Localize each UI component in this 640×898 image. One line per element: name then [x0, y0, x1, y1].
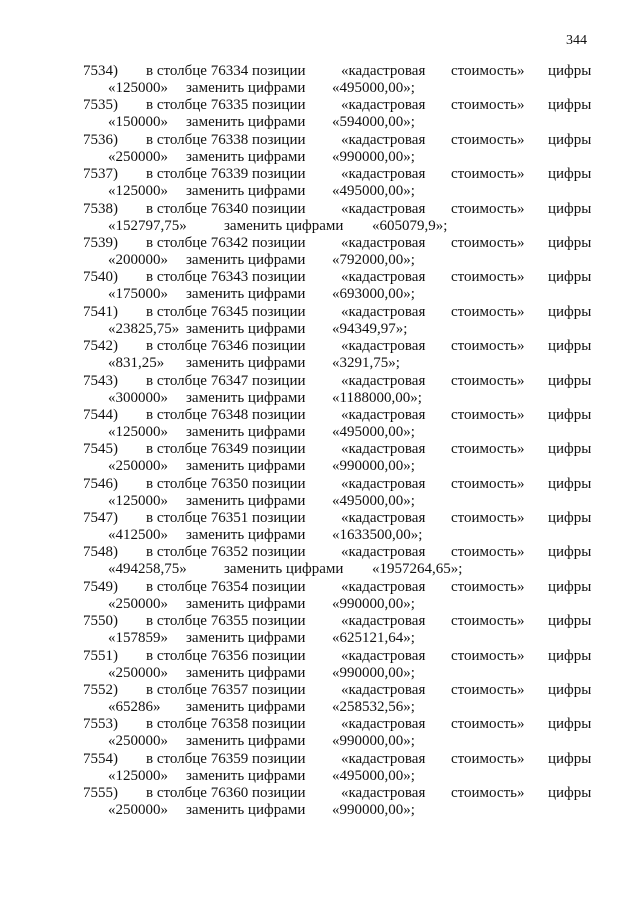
entry-replace-text: заменить цифрами	[186, 802, 306, 819]
entry-replace-text: заменить цифрами	[186, 458, 306, 475]
entry-field-stoim: стоимость»	[451, 63, 525, 79]
entry-new-value: «495000,00»;	[332, 423, 415, 440]
entry-field-tsifry: цифры	[548, 682, 592, 699]
entry-field-tsifry: цифры	[548, 578, 592, 595]
entry-line-2	[0, 390, 640, 407]
entry-field-kadastr: «кадастровая	[341, 372, 426, 389]
entry-instruction: в столбце 76340 позиции	[146, 200, 306, 217]
entry-old-value: «494258,75»	[108, 561, 187, 578]
entry-field-stoim: стоимость»	[451, 785, 525, 802]
entry-number: 7534)	[83, 63, 118, 79]
entry-field-kadastr: «кадастровая	[341, 578, 426, 595]
entry-field-stoim: стоимость»	[451, 269, 525, 286]
entry-new-value: «990000,00»;	[332, 148, 415, 165]
entry-new-value: «1188000,00»;	[332, 389, 422, 406]
entry-line-2	[0, 183, 640, 200]
entry-instruction: в столбце 76355 позиции	[146, 613, 306, 630]
entry-field-kadastr: «кадастровая	[341, 234, 426, 251]
entry-field-kadastr: «кадастровая	[341, 510, 426, 527]
entry-number: 7554)	[83, 750, 118, 767]
entry-line-1	[0, 476, 640, 493]
entry-field-kadastr: «кадастровая	[341, 716, 426, 733]
entry-old-value: «175000»	[108, 286, 168, 303]
entry-instruction: в столбце 76346 позиции	[146, 338, 306, 355]
entry-line-2	[0, 149, 640, 166]
entry-old-value: «250000»	[108, 458, 168, 475]
entry-field-tsifry: цифры	[548, 544, 592, 561]
entry-line-1	[0, 441, 640, 458]
entry-new-value: «1633500,00»;	[332, 527, 423, 544]
entry-number: 7548)	[83, 544, 118, 561]
entry-replace-text: заменить цифрами	[186, 183, 306, 200]
entry-line-1	[0, 269, 640, 286]
entry-new-value: «3291,75»;	[332, 355, 400, 372]
entry-field-kadastr: «кадастровая	[341, 63, 426, 79]
entry-field-tsifry: цифры	[548, 269, 592, 286]
entry-old-value: «125000»	[108, 423, 168, 440]
entry-line-1	[0, 201, 640, 218]
entry-replace-text: заменить цифрами	[186, 80, 306, 96]
entry-new-value: «594000,00»;	[332, 114, 415, 131]
entry-instruction: в столбце 76351 позиции	[146, 510, 306, 527]
entry-field-tsifry: цифры	[548, 166, 592, 183]
entry-field-stoim: стоимость»	[451, 338, 525, 355]
entry-number: 7536)	[83, 131, 118, 148]
entry-field-stoim: стоимость»	[451, 682, 525, 699]
entry-field-kadastr: «кадастровая	[341, 269, 426, 286]
entry-field-stoim: стоимость»	[451, 97, 525, 114]
list-item	[0, 544, 640, 578]
entry-instruction: в столбце 76350 позиции	[146, 475, 306, 492]
entry-new-value: «990000,00»;	[332, 802, 415, 819]
entry-field-tsifry: цифры	[548, 372, 592, 389]
entry-replace-text: заменить цифрами	[186, 767, 306, 784]
entry-replace-text: заменить цифрами	[186, 699, 306, 716]
entry-new-value: «495000,00»;	[332, 492, 415, 509]
entry-field-kadastr: «кадастровая	[341, 303, 426, 320]
entry-number: 7535)	[83, 97, 118, 114]
list-item	[0, 373, 640, 407]
page-number: 344	[566, 33, 587, 48]
entry-new-value: «990000,00»;	[332, 595, 415, 612]
entry-line-2	[0, 355, 640, 372]
entry-field-stoim: стоимость»	[451, 166, 525, 183]
entry-old-value: «200000»	[108, 251, 168, 268]
entry-line-2	[0, 699, 640, 716]
entry-field-tsifry: цифры	[548, 441, 592, 458]
entry-number: 7538)	[83, 200, 118, 217]
entry-old-value: «250000»	[108, 148, 168, 165]
entry-field-tsifry: цифры	[548, 303, 592, 320]
entry-line-1	[0, 166, 640, 183]
entry-line-1	[0, 97, 640, 114]
entry-new-value: «258532,56»;	[332, 699, 415, 716]
entry-new-value: «990000,00»;	[332, 458, 415, 475]
entry-field-stoim: стоимость»	[451, 475, 525, 492]
entry-instruction: в столбце 76345 позиции	[146, 303, 306, 320]
entry-old-value: «300000»	[108, 389, 168, 406]
entry-new-value: «605079,9»;	[372, 217, 448, 234]
entry-line-2	[0, 665, 640, 682]
entry-number: 7537)	[83, 166, 118, 183]
list-item	[0, 579, 640, 613]
entry-field-kadastr: «кадастровая	[341, 785, 426, 802]
list-item	[0, 166, 640, 200]
entry-old-value: «831,25»	[108, 355, 165, 372]
entry-field-stoim: стоимость»	[451, 613, 525, 630]
entry-old-value: «150000»	[108, 114, 168, 131]
entry-instruction: в столбце 76352 позиции	[146, 544, 306, 561]
entry-old-value: «125000»	[108, 80, 168, 96]
entry-line-1	[0, 510, 640, 527]
entry-old-value: «23825,75»	[108, 320, 180, 337]
entry-field-tsifry: цифры	[548, 234, 592, 251]
entry-field-stoim: стоимость»	[451, 131, 525, 148]
entry-old-value: «65286»	[108, 699, 161, 716]
entry-number: 7551)	[83, 647, 118, 664]
entry-field-stoim: стоимость»	[451, 406, 525, 423]
entry-number: 7543)	[83, 372, 118, 389]
entry-line-2	[0, 424, 640, 441]
entries-list	[0, 63, 640, 820]
list-item	[0, 338, 640, 372]
entry-replace-text: заменить цифрами	[186, 389, 306, 406]
entry-number: 7549)	[83, 578, 118, 595]
entry-line-2	[0, 630, 640, 647]
entry-field-stoim: стоимость»	[451, 544, 525, 561]
entry-field-kadastr: «кадастровая	[341, 200, 426, 217]
entry-field-tsifry: цифры	[548, 785, 592, 802]
list-item	[0, 132, 640, 166]
entry-old-value: «157859»	[108, 630, 168, 647]
list-item	[0, 407, 640, 441]
list-item	[0, 63, 640, 97]
entry-instruction: в столбце 76338 позиции	[146, 131, 306, 148]
list-item	[0, 201, 640, 235]
entry-field-stoim: стоимость»	[451, 200, 525, 217]
list-item	[0, 648, 640, 682]
entry-new-value: «495000,00»;	[332, 80, 415, 96]
entry-old-value: «250000»	[108, 595, 168, 612]
entry-new-value: «625121,64»;	[332, 630, 415, 647]
entry-new-value: «1957264,65»;	[372, 561, 463, 578]
entry-old-value: «412500»	[108, 527, 168, 544]
entry-field-kadastr: «кадастровая	[341, 166, 426, 183]
entry-number: 7550)	[83, 613, 118, 630]
entry-replace-text: заменить цифрами	[186, 114, 306, 131]
entry-number: 7540)	[83, 269, 118, 286]
entry-field-tsifry: цифры	[548, 510, 592, 527]
entry-replace-text: заменить цифрами	[224, 217, 344, 234]
entry-number: 7555)	[83, 785, 118, 802]
entry-instruction: в столбце 76357 позиции	[146, 682, 306, 699]
entry-field-kadastr: «кадастровая	[341, 682, 426, 699]
entry-number: 7553)	[83, 716, 118, 733]
entry-new-value: «94349,97»;	[332, 320, 408, 337]
entry-field-stoim: стоимость»	[451, 647, 525, 664]
entry-old-value: «125000»	[108, 183, 168, 200]
entry-instruction: в столбце 76348 позиции	[146, 406, 306, 423]
entry-replace-text: заменить цифрами	[186, 251, 306, 268]
list-item	[0, 97, 640, 131]
entry-field-tsifry: цифры	[548, 475, 592, 492]
entry-field-kadastr: «кадастровая	[341, 750, 426, 767]
entry-field-kadastr: «кадастровая	[341, 441, 426, 458]
entry-new-value: «495000,00»;	[332, 183, 415, 200]
entry-new-value: «990000,00»;	[332, 664, 415, 681]
entry-replace-text: заменить цифрами	[186, 355, 306, 372]
entry-field-kadastr: «кадастровая	[341, 544, 426, 561]
entry-line-2	[0, 218, 640, 235]
entry-field-tsifry: цифры	[548, 131, 592, 148]
entry-number: 7545)	[83, 441, 118, 458]
entry-line-1	[0, 304, 640, 321]
entry-field-stoim: стоимость»	[451, 234, 525, 251]
entry-line-2	[0, 321, 640, 338]
entry-field-stoim: стоимость»	[451, 372, 525, 389]
entry-field-kadastr: «кадастровая	[341, 475, 426, 492]
entry-instruction: в столбце 76347 позиции	[146, 372, 306, 389]
entry-line-2	[0, 458, 640, 475]
entry-line-2	[0, 286, 640, 303]
entry-old-value: «125000»	[108, 767, 168, 784]
entry-old-value: «250000»	[108, 664, 168, 681]
entry-line-2	[0, 561, 640, 578]
entry-replace-text: заменить цифрами	[186, 664, 306, 681]
entry-instruction: в столбце 76354 позиции	[146, 578, 306, 595]
entry-field-tsifry: цифры	[548, 750, 592, 767]
entry-line-2	[0, 733, 640, 750]
entry-old-value: «152797,75»	[108, 217, 187, 234]
entry-line-1	[0, 648, 640, 665]
entry-field-kadastr: «кадастровая	[341, 131, 426, 148]
entry-number: 7542)	[83, 338, 118, 355]
entry-instruction: в столбце 76359 позиции	[146, 750, 306, 767]
entry-field-kadastr: «кадастровая	[341, 406, 426, 423]
entry-field-stoim: стоимость»	[451, 578, 525, 595]
entry-replace-text: заменить цифрами	[186, 492, 306, 509]
list-item	[0, 441, 640, 475]
entry-instruction: в столбце 76358 позиции	[146, 716, 306, 733]
entry-number: 7539)	[83, 234, 118, 251]
entry-instruction: в столбце 76335 позиции	[146, 97, 306, 114]
entry-field-tsifry: цифры	[548, 338, 592, 355]
entry-old-value: «125000»	[108, 492, 168, 509]
entry-new-value: «792000,00»;	[332, 251, 415, 268]
entry-instruction: в столбце 76349 позиции	[146, 441, 306, 458]
list-item	[0, 476, 640, 510]
entry-number: 7544)	[83, 406, 118, 423]
list-item	[0, 304, 640, 338]
entry-number: 7552)	[83, 682, 118, 699]
entry-replace-text: заменить цифрами	[186, 527, 306, 544]
list-item	[0, 751, 640, 785]
entry-replace-text: заменить цифрами	[186, 630, 306, 647]
entry-line-2	[0, 768, 640, 785]
entry-instruction: в столбце 76360 позиции	[146, 785, 306, 802]
entry-line-1	[0, 716, 640, 733]
entry-field-stoim: стоимость»	[451, 510, 525, 527]
entry-field-tsifry: цифры	[548, 97, 592, 114]
entry-old-value: «250000»	[108, 802, 168, 819]
entry-line-1	[0, 373, 640, 390]
entry-field-stoim: стоимость»	[451, 750, 525, 767]
entry-old-value: «250000»	[108, 733, 168, 750]
entry-field-tsifry: цифры	[548, 613, 592, 630]
list-item	[0, 716, 640, 750]
entry-line-2	[0, 493, 640, 510]
entry-line-1	[0, 235, 640, 252]
entry-line-1	[0, 63, 640, 80]
entry-line-2	[0, 527, 640, 544]
entry-line-2	[0, 596, 640, 613]
entry-field-kadastr: «кадастровая	[341, 97, 426, 114]
entry-replace-text: заменить цифрами	[186, 320, 306, 337]
entry-line-2	[0, 802, 640, 819]
entry-instruction: в столбце 76342 позиции	[146, 234, 306, 251]
entry-line-1	[0, 751, 640, 768]
list-item	[0, 510, 640, 544]
entry-replace-text: заменить цифрами	[224, 561, 344, 578]
entry-field-kadastr: «кадастровая	[341, 613, 426, 630]
list-item	[0, 235, 640, 269]
entry-field-tsifry: цифры	[548, 647, 592, 664]
entry-line-1	[0, 544, 640, 561]
list-item	[0, 682, 640, 716]
entry-line-2	[0, 114, 640, 131]
entry-line-1	[0, 682, 640, 699]
entry-line-2	[0, 252, 640, 269]
entry-line-1	[0, 132, 640, 149]
entry-number: 7547)	[83, 510, 118, 527]
entry-instruction: в столбце 76343 позиции	[146, 269, 306, 286]
entry-line-1	[0, 407, 640, 424]
entry-line-2	[0, 80, 640, 97]
entry-field-stoim: стоимость»	[451, 441, 525, 458]
entry-replace-text: заменить цифрами	[186, 148, 306, 165]
entry-field-tsifry: цифры	[548, 63, 592, 79]
entry-replace-text: заменить цифрами	[186, 733, 306, 750]
entry-instruction: в столбце 76356 позиции	[146, 647, 306, 664]
entry-replace-text: заменить цифрами	[186, 286, 306, 303]
entry-new-value: «990000,00»;	[332, 733, 415, 750]
entry-field-stoim: стоимость»	[451, 716, 525, 733]
list-item	[0, 269, 640, 303]
entry-field-stoim: стоимость»	[451, 303, 525, 320]
entry-field-tsifry: цифры	[548, 200, 592, 217]
entry-number: 7546)	[83, 475, 118, 492]
entry-field-kadastr: «кадастровая	[341, 647, 426, 664]
entry-line-1	[0, 785, 640, 802]
entry-line-1	[0, 338, 640, 355]
entry-instruction: в столбце 76339 позиции	[146, 166, 306, 183]
entry-number: 7541)	[83, 303, 118, 320]
entry-new-value: «693000,00»;	[332, 286, 415, 303]
entry-instruction: в столбце 76334 позиции	[146, 63, 306, 79]
list-item	[0, 613, 640, 647]
entry-new-value: «495000,00»;	[332, 767, 415, 784]
list-item	[0, 785, 640, 819]
entry-replace-text: заменить цифрами	[186, 423, 306, 440]
entry-field-tsifry: цифры	[548, 716, 592, 733]
entry-field-tsifry: цифры	[548, 406, 592, 423]
entry-field-kadastr: «кадастровая	[341, 338, 426, 355]
entry-line-1	[0, 613, 640, 630]
entry-line-1	[0, 579, 640, 596]
entry-replace-text: заменить цифрами	[186, 595, 306, 612]
